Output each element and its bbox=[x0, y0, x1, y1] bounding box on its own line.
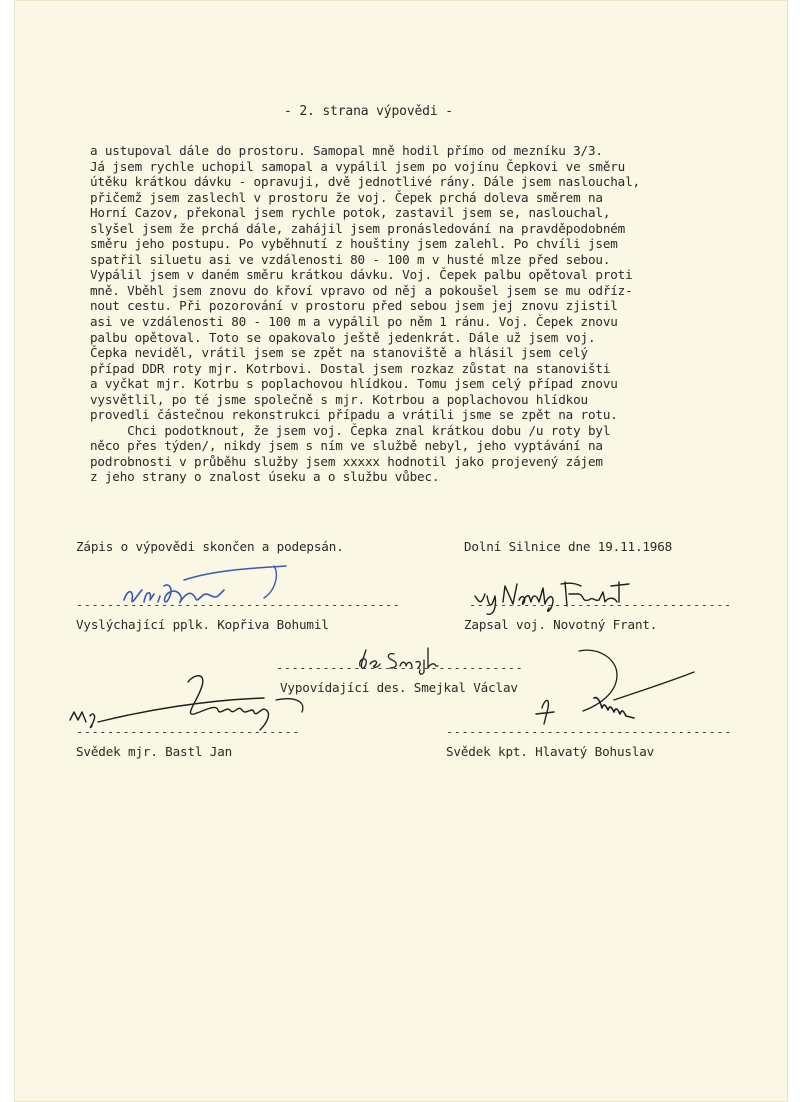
testimony-line: vysvětlil, po té jsme společně s mjr. Kotrbou a poplachovou hlídkou bbox=[90, 391, 588, 407]
place-and-date: Dolní Silnice dne 19.11.1968 bbox=[464, 539, 673, 554]
testimony-line: podrobnosti v průběhu služby jsem xxxxx hodnotil jako projevený zájem bbox=[90, 453, 603, 469]
testimony-line: provedli částečnou rekonstrukci případu a vrátili jsme se zpět na rotu. bbox=[90, 407, 618, 423]
witness-1-name: Svědek mjr. Bastl Jan bbox=[76, 744, 233, 759]
testimony-line: nout cestu. Při pozorování v prostoru před sebou jsem jej znovu zjistil bbox=[90, 298, 618, 314]
testimony-line: Vypálil jsem v daném směru krátkou dávku. Voj. Čepek palbu opětoval proti bbox=[90, 267, 633, 283]
witness-2-signature-line: ------------------------------------- bbox=[446, 725, 732, 739]
testimony-line: slyšel jsem že prchá dále, zahájil jsem pronásledování na pravděpodobném bbox=[90, 220, 626, 236]
testimony-line: a vyčkat mjr. Kotrbu s poplachovou hlídkou. Tomu jsem celý případ znovu bbox=[90, 376, 618, 392]
recorder-name: Zapsal voj. Novotný Frant. bbox=[464, 617, 658, 632]
testimony-line: Čepka neviděl, vrátil jsem se zpět na stanoviště a hlásil jsem celý bbox=[90, 345, 588, 361]
testimony-line: něco přes týden/, nikdy jsem s ním ve službě nebyl, jeho vyptávání na bbox=[90, 438, 603, 454]
testimony-line: Chci podotknout, že jsem voj. Čepka znal krátkou dobu /u roty byl bbox=[90, 422, 611, 438]
recorder-signature-line: ---------------------------------- bbox=[469, 598, 732, 612]
document-page bbox=[14, 0, 788, 1102]
closing-statement: Zápis o výpovědi skončen a podepsán. bbox=[76, 539, 344, 554]
interrogator-name: Vyslýchající pplk. Kopřiva Bohumil bbox=[76, 617, 329, 632]
testimony-body bbox=[90, 143, 640, 485]
deponent-name: Vypovídající des. Smejkal Václav bbox=[280, 680, 518, 695]
testimony-line: z jeho strany o znalost úseku a o službu vůbec. bbox=[90, 469, 440, 485]
witness-2-name: Svědek kpt. Hlavatý Bohuslav bbox=[446, 744, 655, 759]
witness-1-signature-line: ----------------------------- bbox=[76, 725, 301, 739]
page-header: - 2. strana výpovědi - bbox=[284, 104, 453, 119]
testimony-line: a ustupoval dále do prostoru. Samopal mně hodil přímo od mezníku 3/3. bbox=[90, 143, 603, 158]
deponent-signature-line: -------------------------------- bbox=[276, 661, 524, 675]
testimony-line: asi ve vzdálenosti 80 - 100 m a vypálil po něm 1 ránu. Voj. Čepek znovu bbox=[90, 314, 618, 330]
testimony-line: přičemž jsem zaslechl v prostoru že voj. Čepek prchá doleva směrem na bbox=[90, 189, 603, 205]
testimony-line: mně. Vběhl jsem znovu do křoví vpravo od něj a pokoušel jsem se mu odříz- bbox=[90, 282, 633, 298]
interrogator-signature-line: ------------------------------------------ bbox=[76, 598, 401, 612]
testimony-line: Já jsem rychle uchopil samopal a vypálil jsem po vojínu Čepkovi ve směru bbox=[90, 158, 626, 174]
testimony-line: útěku krátkou dávku - opravuji, dvě jednotlivé rány. Dále jsem naslouchal, bbox=[90, 174, 640, 190]
testimony-line: spatřil siluetu asi ve vzdálenosti 80 - 100 m v husté mlze před sebou. bbox=[90, 251, 611, 267]
testimony-line: směru jeho postupu. Po vyběhnutí z houštiny jsem zalehl. Po chvíli jsem bbox=[90, 236, 618, 252]
testimony-line: případ DDR roty mjr. Kotrbovi. Dostal jsem rozkaz zůstat na stanovišti bbox=[90, 360, 611, 376]
testimony-line: Horní Cazov, překonal jsem rychle potok, zastavil jsem se, naslouchal, bbox=[90, 205, 611, 221]
testimony-line: palbu opětoval. Toto se opakovalo ještě jedenkrát. Dále už jsem voj. bbox=[90, 329, 596, 345]
